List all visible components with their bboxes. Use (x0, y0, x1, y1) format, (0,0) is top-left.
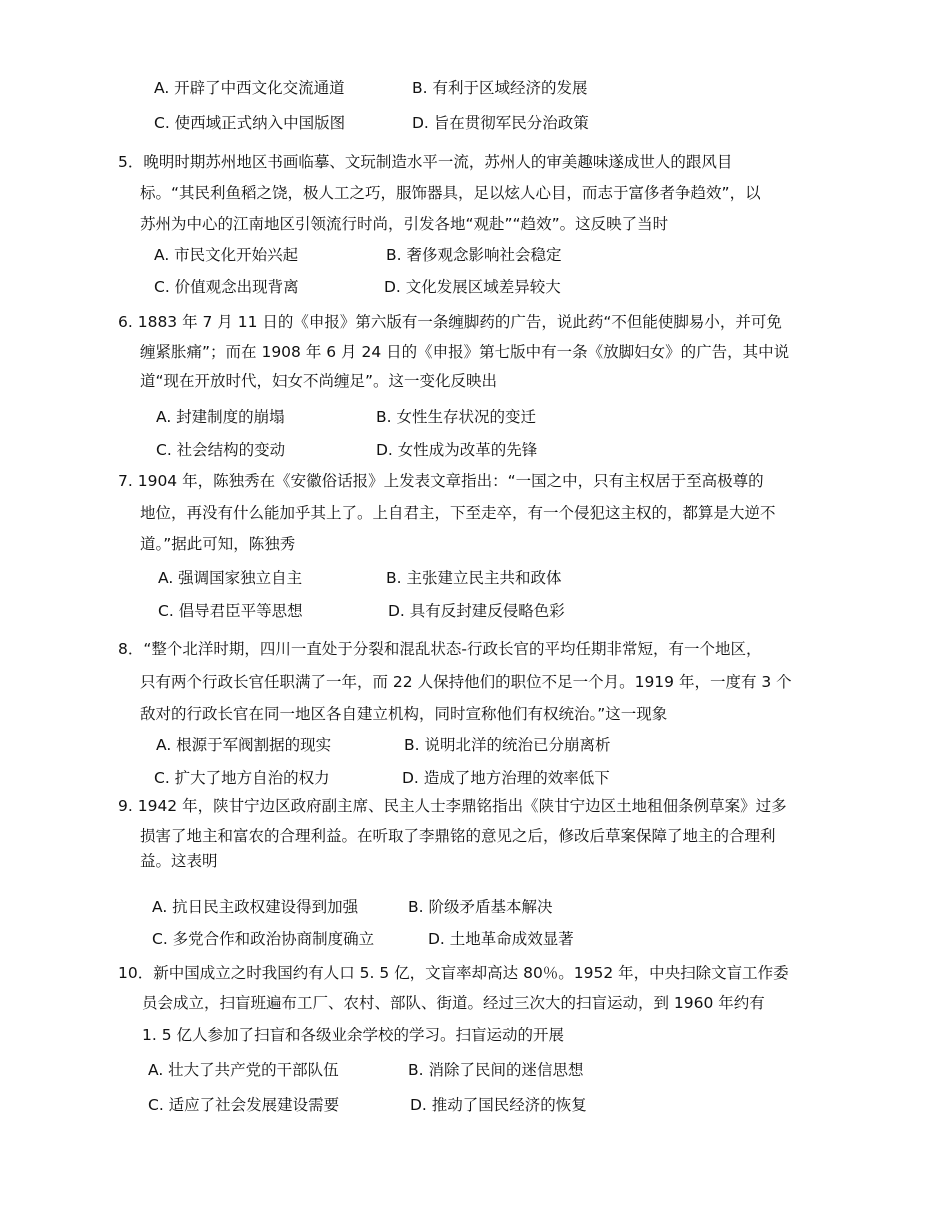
q7-option-b: B. 主张建立民主共和政体 (386, 569, 562, 587)
q5-option-b: B. 奢侈观念影响社会稳定 (386, 246, 562, 264)
q7-option-c: C. 倡导君臣平等思想 (158, 602, 303, 620)
q6-stem-line-3: 道“现在开放时代，妇女不尚缠足”。这一变化反映出 (140, 372, 498, 390)
q9-option-a: A. 抗日民主政权建设得到加强 (152, 898, 359, 916)
q10-stem-line-1: 10．新中国成立之时我国约有人口 5. 5 亿，文盲率却高达 80％。1952 年，中央扫除文盲工作委 (118, 964, 789, 982)
q9-stem-line-1: 9. 1942 年，陕甘宁边区政府副主席、民主人士李鼎铭指出《陕甘宁边区土地租佃条例草案》过多 (118, 797, 787, 815)
q8-option-a: A. 根源于军阀割据的现实 (156, 736, 332, 754)
q10-option-a: A. 壮大了共产党的干部队伍 (148, 1061, 339, 1079)
q5-option-c: C. 价值观念出现背离 (154, 278, 299, 296)
q8-stem-line-3: 敌对的行政长官在同一地区各自建立机构，同时宣称他们有权统治。”这一现象 (140, 705, 668, 723)
q7-option-a: A. 强调国家独立自主 (158, 569, 303, 587)
q7-stem-line-1: 7. 1904 年，陈独秀在《安徽俗话报》上发表文章指出：“一国之中，只有主权居于至高极尊的 (118, 472, 764, 490)
q4-option-d: D. 旨在贯彻军民分治政策 (412, 114, 589, 132)
q5-option-a: A. 市民文化开始兴起 (154, 246, 299, 264)
q9-stem-line-3: 益。这表明 (140, 852, 218, 870)
q9-stem-line-2: 损害了地主和富农的合理利益。在听取了李鼎铭的意见之后，修改后草案保障了地主的合理利 (140, 827, 776, 845)
q5-option-d: D. 文化发展区域差异较大 (384, 278, 561, 296)
q8-stem-line-2: 只有两个行政长官任职满了一年，而 22 人保持他们的职位不足一个月。1919 年，一度有 3 个 (140, 673, 792, 691)
q9-option-c: C. 多党合作和政治协商制度确立 (152, 930, 375, 948)
q4-option-b: B. 有利于区域经济的发展 (412, 79, 588, 97)
q6-option-c: C. 社会结构的变动 (156, 441, 286, 459)
q10-option-d: D. 推动了国民经济的恢复 (410, 1096, 587, 1114)
q5-stem-line-1: 5．晚明时期苏州地区书画临摹、文玩制造水平一流，苏州人的审美趣味遂成世人的跟风目 (118, 153, 733, 171)
q10-option-b: B. 消除了民间的迷信思想 (408, 1061, 584, 1079)
q10-option-c: C. 适应了社会发展建设需要 (148, 1096, 340, 1114)
q4-option-c: C. 使西域正式纳入中国版图 (154, 114, 346, 132)
q6-stem-line-1: 6. 1883 年 7 月 11 日的《申报》第六版有一条缠脚药的广告，说此药“不但能使脚易小，并可免 (118, 313, 782, 331)
q6-option-a: A. 封建制度的崩塌 (156, 408, 285, 426)
q9-option-b: B. 阶级矛盾基本解决 (408, 898, 553, 916)
q6-stem-line-2: 缠紧胀痛”；而在 1908 年 6 月 24 日的《申报》第七版中有一条《放脚妇女》的广告，其中说 (140, 343, 790, 361)
q7-stem-line-3: 道。”据此可知，陈独秀 (140, 535, 296, 553)
q8-option-c: C. 扩大了地方自治的权力 (154, 769, 330, 787)
q5-stem-line-2: 标。“其民利鱼稻之饶，极人工之巧，服饰器具，足以炫人心目，而志于富侈者争趋效”，以 (140, 184, 761, 202)
q7-stem-line-2: 地位，再没有什么能加乎其上了。上自君主，下至走卒，有一个侵犯这主权的，都算是大逆不 (140, 504, 776, 522)
q10-stem-line-3: 1. 5 亿人参加了扫盲和各级业余学校的学习。扫盲运动的开展 (142, 1026, 565, 1044)
q6-option-b: B. 女性生存状况的变迁 (376, 408, 536, 426)
q9-option-d: D. 土地革命成效显著 (428, 930, 574, 948)
q8-stem-line-1: 8．“整个北洋时期，四川一直处于分裂和混乱状态-行政长官的平均任期非常短，有一个地区， (118, 640, 762, 658)
q4-option-a: A. 开辟了中西文化交流通道 (154, 79, 345, 97)
q8-option-b: B. 说明北洋的统治已分崩离析 (404, 736, 611, 754)
q6-option-d: D. 女性成为改革的先锋 (376, 441, 538, 459)
q8-option-d: D. 造成了地方治理的效率低下 (402, 769, 610, 787)
q7-option-d: D. 具有反封建反侵略色彩 (388, 602, 565, 620)
q10-stem-line-2: 员会成立，扫盲班遍布工厂、农村、部队、街道。经过三次大的扫盲运动，到 1960 年约有 (142, 994, 765, 1012)
q5-stem-line-3: 苏州为中心的江南地区引领流行时尚，引发各地“观赴”“趋效”。这反映了当时 (140, 215, 669, 233)
